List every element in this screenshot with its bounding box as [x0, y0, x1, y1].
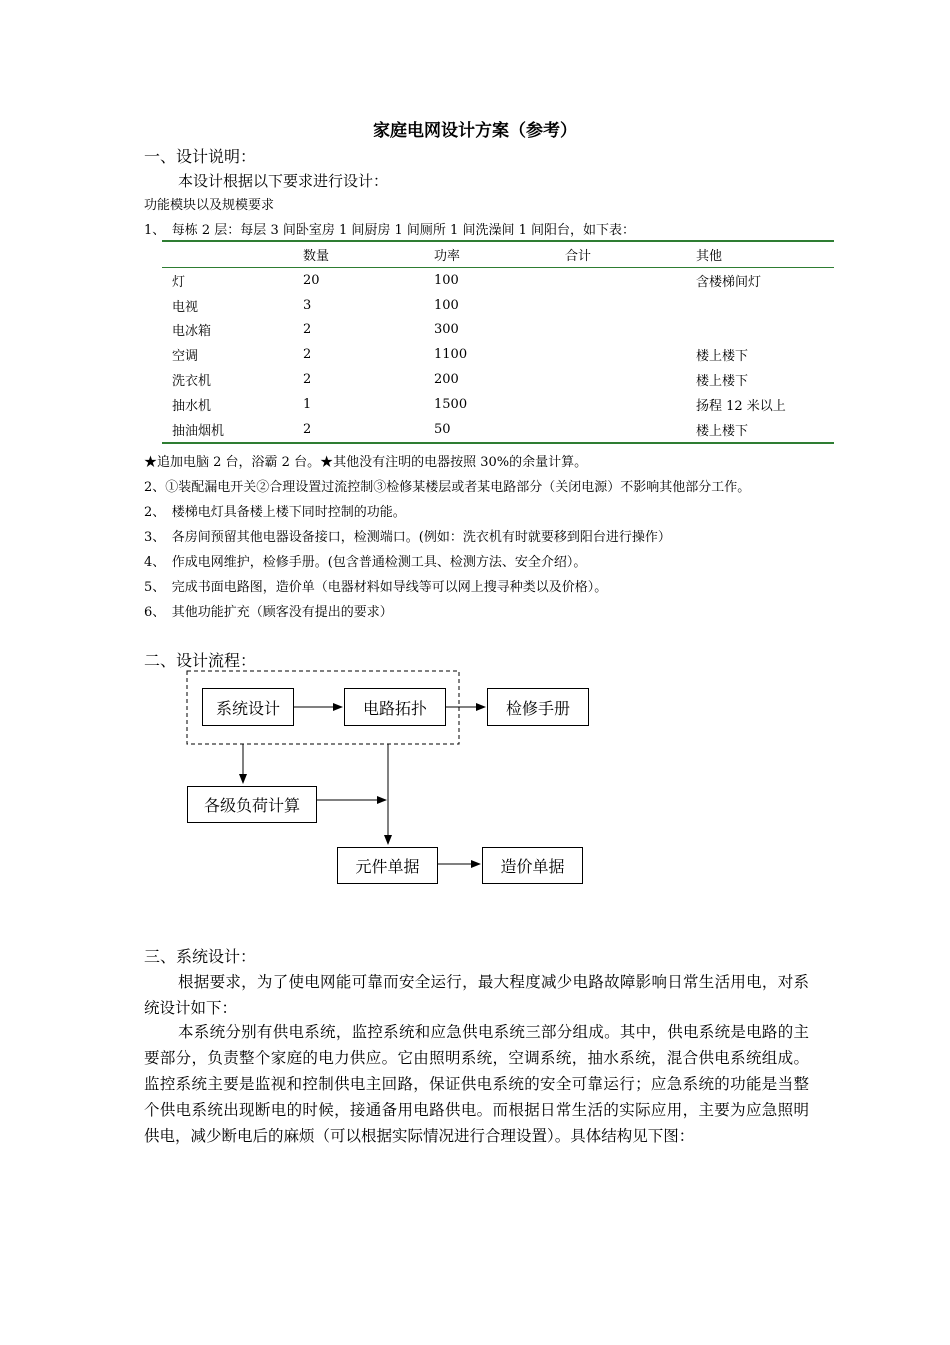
section1-intro: 本设计根据以下要求进行设计： — [178, 172, 389, 190]
section1-heading: 一、设计说明： — [144, 147, 257, 166]
table-header-cell: 数量 — [293, 241, 424, 268]
note-line: 4、 作成电网维护，检修手册。(包含普通检测工具、检测方法、安全介绍）。 — [144, 555, 587, 570]
flow-box-load-calc: 各级负荷计算 — [187, 786, 317, 823]
table-cell: 2 — [303, 322, 312, 338]
note-line: 5、 完成书面电路图，造价单（电器材料如导线等可以网上搜寻种类以及价格）。 — [144, 580, 608, 595]
note-line: 2、①装配漏电开关②合理设置过流控制③检修某楼层或者某电路部分（关闭电源）不影响其他部分工作。 — [144, 480, 751, 495]
table-cell: 200 — [434, 372, 459, 388]
table-cell: 1 — [303, 396, 312, 412]
flow-box-manual: 检修手册 — [487, 688, 589, 726]
table-cell: 洗衣机 — [172, 374, 212, 390]
flow-box-cost: 造价单据 — [482, 847, 583, 884]
section3-paragraph-1: 根据要求，为了使电网能可靠而安全运行，最大程度减少电路故障影响日常生活用电，对系统设计如下： — [144, 973, 809, 1017]
table-cell: 抽水机 — [172, 398, 212, 414]
table-header-cell: 其他 — [686, 241, 834, 268]
flow-box-topology: 电路拓扑 — [344, 688, 446, 726]
table-cell: 1500 — [434, 396, 468, 412]
note-line: 6、 其他功能扩充（顾客没有提出的要求） — [144, 605, 393, 620]
requirement-item-1: 1、 每栋 2 层：每层 3 间卧室房 1 间厨房 1 间厕所 1 间洗澡间 1 间阳台，如下表： — [144, 223, 635, 238]
table-header-cell: 功率 — [424, 241, 555, 268]
table-cell: 楼上楼下 — [696, 423, 749, 439]
section2-heading: 二、设计流程： — [144, 651, 257, 670]
table-cell: 空调 — [172, 349, 199, 365]
table-cell: 50 — [434, 421, 451, 437]
note-line: 2、 楼梯电灯具备楼上楼下同时控制的功能。 — [144, 505, 406, 520]
note-line: ★追加电脑 2 台，浴霸 2 台。★其他没有注明的电器按照 30%的余量计算。 — [144, 455, 588, 470]
table-cell: 楼上楼下 — [696, 349, 749, 365]
page-title: 家庭电网设计方案（参考） — [373, 121, 577, 141]
table-cell: 100 — [434, 272, 459, 288]
table-cell: 20 — [303, 272, 320, 288]
table-cell: 100 — [434, 297, 459, 313]
module-label: 功能模块以及规模要求 — [144, 198, 275, 213]
table-cell: 300 — [434, 322, 459, 338]
table-cell: 2 — [303, 347, 312, 363]
table-cell: 2 — [303, 372, 312, 388]
table-cell: 1100 — [434, 347, 468, 363]
table-cell: 扬程 12 米以上 — [696, 398, 786, 414]
section3-heading: 三、系统设计： — [144, 947, 257, 966]
flow-box-system-design: 系统设计 — [202, 688, 294, 726]
table-cell: 楼上楼下 — [696, 374, 749, 390]
section3-paragraph-2: 本系统分别有供电系统，监控系统和应急供电系统三部分组成。其中，供电系统是电路的主要部分，负责整个家庭的电力供应。它由照明系统，空调系统，抽水系统，混合供电系统组成。监控系统主要是监视和控制供电主回路，保证供电系统的安全可靠运行；应急系统的功能是当整个供电系统出现断电的时候，接通备用电路供电。而根据日常生活的实际应用，主要为应急照明供电，减少断电后的麻烦（可以根据实际情况进行合理设置）。具体结构见下图： — [144, 1023, 809, 1145]
flow-box-components: 元件单据 — [337, 847, 438, 884]
table-header-cell: 合计 — [555, 241, 686, 268]
table-cell: 2 — [303, 421, 312, 437]
note-line: 3、 各房间预留其他电器设备接口，检测端口。(例如：洗衣机有时就要移到阳台进行操作） — [144, 530, 671, 545]
table-cell: 含楼梯间灯 — [696, 274, 762, 290]
table-cell: 抽油烟机 — [172, 423, 225, 439]
table-cell: 电视 — [172, 299, 199, 315]
table-cell: 灯 — [172, 274, 186, 290]
table-cell: 3 — [303, 297, 312, 313]
table-cell: 电冰箱 — [172, 324, 212, 340]
